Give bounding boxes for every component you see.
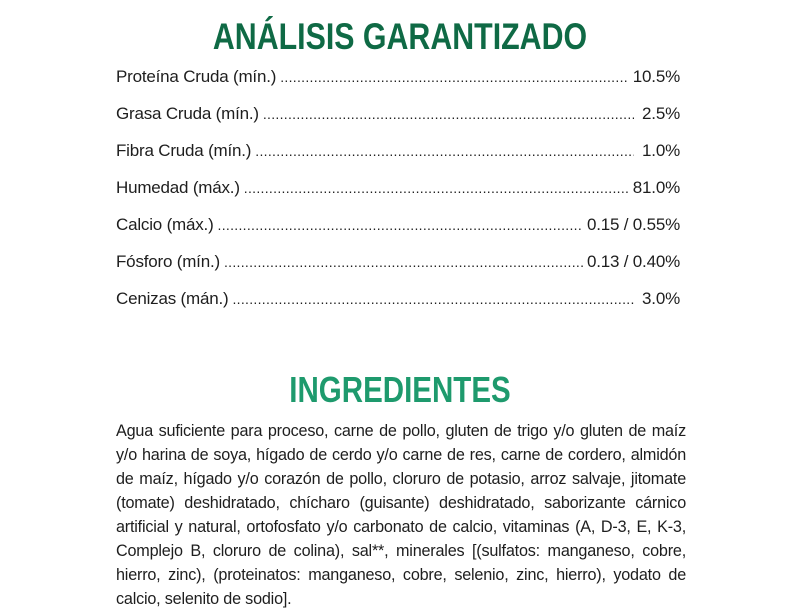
- nutrient-label: Fibra Cruda (mín.): [116, 141, 252, 160]
- nutrient-label: Grasa Cruda (mín.): [116, 104, 259, 123]
- analysis-title: ANÁLISIS GARANTIZADO: [212, 16, 588, 57]
- ingredients-text: Agua suficiente para proceso, carne de pollo, gluten de trigo y/o gluten de maíz y/o harina de soya, hígado de cerdo y/o carne de res, carne de cordero, almidón de maíz, hígado y/o corazón de pollo, cloruro de potasio, arroz salvaje, jitomate (tomate) deshidratado, chícharo (guisante) deshidratado, saborizante cárnico artificial y natural, ortofosfato y/o carbonato de calcio, vitaminas (A, D-3, E, K-3, Complejo B, cloruro de colina), sal**, minerales [(sulfatos: manganeso, cobre, hierro, zinc), (proteinatos: manganeso, cobre, selenio, zinc, hierro), yodato de calcio, selenito de sodio].: [116, 422, 686, 608]
- dot-leader: [244, 180, 629, 196]
- dot-leader: [224, 254, 583, 270]
- dot-leader: [218, 217, 583, 233]
- nutrient-label: Cenizas (mán.): [116, 289, 229, 308]
- nutrient-value: 0.13 / 0.40%: [586, 252, 680, 271]
- analysis-table: [116, 67, 680, 326]
- analysis-row: [116, 141, 680, 178]
- nutrient-value: 1.0%: [642, 141, 680, 160]
- nutrient-label: Humedad (máx.): [116, 178, 240, 197]
- nutrient-value: 3.0%: [642, 289, 680, 308]
- dot-leader: [255, 143, 634, 159]
- ingredients-title: INGREDIENTES: [289, 369, 511, 410]
- analysis-row: [116, 104, 680, 141]
- nutrient-label: Fósforo (mín.): [116, 252, 220, 271]
- nutrient-value: 2.5%: [642, 104, 680, 123]
- analysis-row: [116, 67, 680, 104]
- nutrient-value: 0.15 / 0.55%: [586, 215, 680, 234]
- analysis-row: [116, 178, 680, 215]
- nutrient-label: Calcio (máx.): [116, 215, 214, 234]
- nutrient-value: 10.5%: [632, 67, 680, 86]
- analysis-row: [116, 215, 680, 252]
- analysis-row: [116, 252, 680, 289]
- dot-leader: [263, 106, 634, 122]
- dot-leader: [232, 291, 634, 307]
- nutrient-label: Proteína Cruda (mín.): [116, 67, 277, 86]
- analysis-row: [116, 289, 680, 326]
- dot-leader: [280, 69, 629, 85]
- nutrient-value: 81.0%: [632, 178, 680, 197]
